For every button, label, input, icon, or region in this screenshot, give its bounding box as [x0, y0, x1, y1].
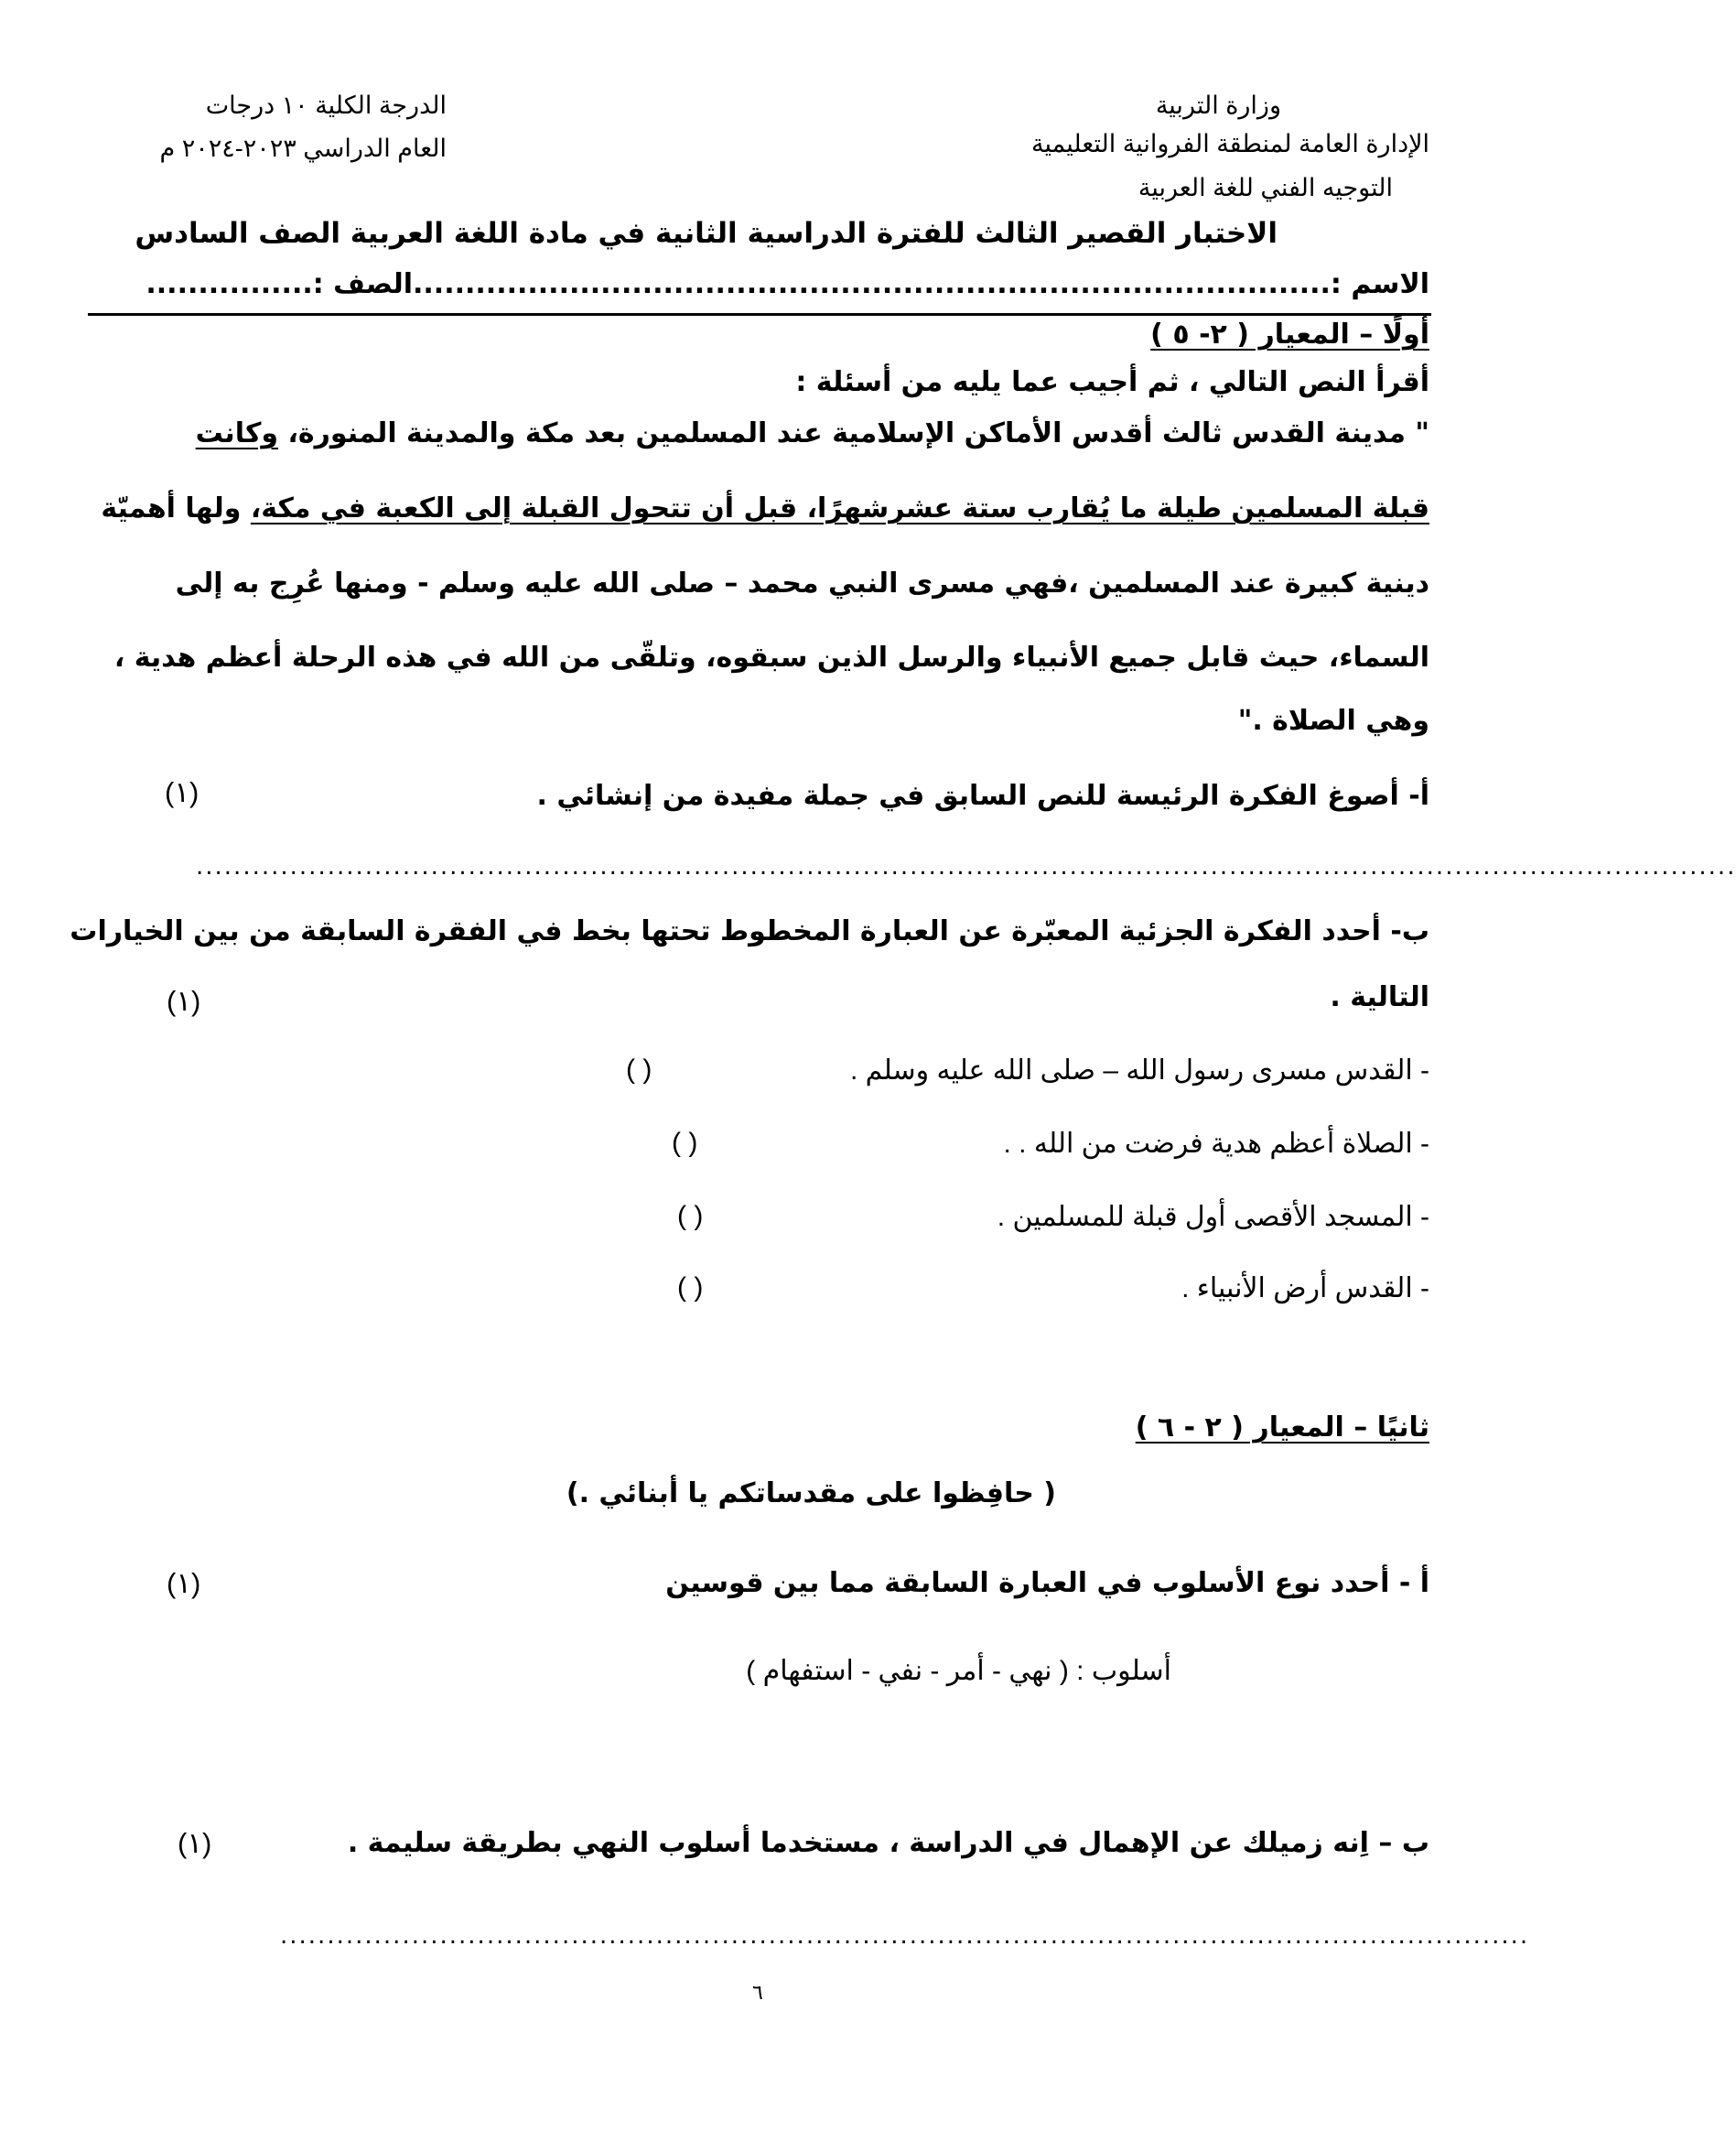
option-1: - القدس مسرى رسول الله – صلى الله عليه وسلم .: [849, 1055, 1429, 1086]
passage-line-2: قبلة المسلمين طيلة ما يُقارب ستة عشرشهرًا، قبل أن تتحول القبلة إلى الكعبة في مكة، ولها أهميّة: [101, 492, 1429, 524]
ministry-name: وزارة التربية: [1155, 92, 1281, 119]
question-1a-mark: (١): [165, 776, 199, 808]
option-2-box[interactable]: ( ): [672, 1128, 698, 1158]
question-2a-mark: (١): [167, 1567, 201, 1599]
question-2a-choices: أسلوب : ( نهي - أمر - نفي - استفهام ): [746, 1656, 1171, 1686]
class-label: الصف :: [312, 268, 414, 300]
option-3: - المسجد الأقصى أول قبلة للمسلمين .: [997, 1202, 1429, 1232]
section2-heading: ثانيًا – المعيار ( ٢ - ٦ ): [1135, 1411, 1429, 1444]
option-4: - القدس أرض الأنبياء .: [1181, 1273, 1429, 1303]
exam-title: الاختبار القصير الثالث للفترة الدراسية الثانية في مادة اللغة العربية الصف السادس: [135, 217, 1278, 250]
passage-line-3: دينية كبيرة عند المسلمين ،فهي مسرى النبي محمد – صلى الله عليه وسلم - ومنها عُرِج به إلى: [175, 568, 1429, 600]
option-2: - الصلاة أعظم هدية فرضت من الله . .: [1003, 1129, 1429, 1159]
option-3-box[interactable]: ( ): [677, 1201, 704, 1231]
question-1a: أ- أصوغ الفكرة الرئيسة للنص السابق في جملة مفيدة من إنشائي .: [536, 780, 1429, 812]
option-1-box[interactable]: ( ): [626, 1054, 652, 1085]
directorate-name: الإدارة العامة لمنطقة الفروانية التعليمية: [1031, 130, 1429, 157]
supervision-name: التوجيه الفني للغة العربية: [1138, 174, 1393, 201]
name-label: الاسم :: [1330, 268, 1429, 300]
question-2b-answer-line[interactable]: .....................................................................................................................................: [280, 1922, 1530, 1950]
page-number: ٦: [752, 1981, 763, 2004]
question-1b-line-2: التالية .: [1330, 981, 1429, 1013]
passage-line-1: " مدينة القدس ثالث أقدس الأماكن الإسلامية عند المسلمين بعد مكة والمدينة المنورة، وكانت: [195, 417, 1429, 449]
name-dots: ........................................................................................: [413, 268, 1331, 300]
section2-sentence: ( حافِظوا على مقدساتكم يا أبنائي .): [566, 1477, 1056, 1509]
question-1b-line-1: ب- أحدد الفكرة الجزئية المعبّرة عن العبارة المخطوط تحتها بخط في الفقرة السابقة من بين الخيارات: [70, 915, 1429, 947]
section1-heading: أولًا – المعيار ( ٢- ٥ ): [1150, 319, 1429, 351]
option-4-box[interactable]: ( ): [677, 1272, 704, 1303]
question-2b-mark: (١): [178, 1827, 212, 1859]
class-dots: ................: [146, 268, 313, 300]
passage-line-5: وهي الصلاة .": [1237, 705, 1429, 737]
passage-line-4: السماء، حيث قابل جميع الأنبياء والرسل الذين سبقوه، وتلقّى من الله في هذه الرحلة أعظم هدية ،: [113, 642, 1429, 674]
header-divider: [88, 313, 1431, 316]
name-line: [146, 268, 1429, 300]
question-1b-mark: (١): [167, 985, 201, 1017]
section1-instruction: أقرأ النص التالي ، ثم أجيب عما يليه من أسئلة :: [795, 366, 1429, 398]
question-1a-answer-line[interactable]: ....................................................................................................................................................................: [196, 853, 1736, 881]
question-2b: ب – اِنه زميلك عن الإهمال في الدراسة ، مستخدما أسلوب النهي بطريقة سليمة .: [347, 1827, 1429, 1859]
school-year: العام الدراسي ٢٠٢٣-٢٠٢٤ م: [159, 135, 447, 162]
question-2a: أ - أحدد نوع الأسلوب في العبارة السابقة مما بين قوسين: [665, 1567, 1429, 1599]
total-grade: الدرجة الكلية ١٠ درجات: [205, 92, 447, 119]
